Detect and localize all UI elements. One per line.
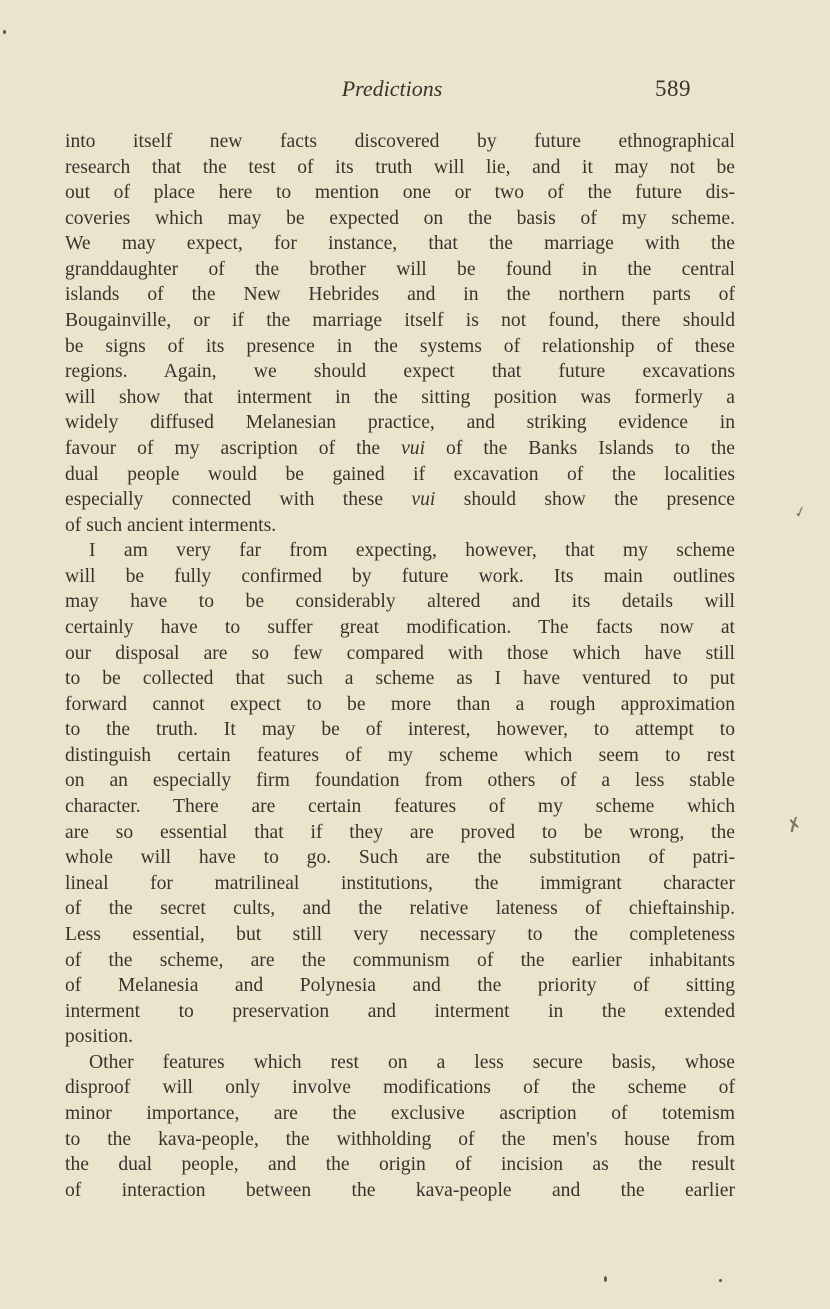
text-line: interment to preservation and interment in the extended — [65, 1000, 735, 1022]
chapter-title: Predictions — [341, 76, 443, 101]
text-line: may have to be considerably altered and its details will — [65, 591, 735, 613]
text-line: on an especially firm foundation from others of a less stable — [65, 770, 735, 792]
text-line: minor importance, are the exclusive ascription of totemism — [65, 1102, 735, 1124]
text-line: Less essential, but still very necessary to the completeness — [65, 923, 735, 945]
text-line: research that the test of its truth will lie, and it may not be — [65, 156, 735, 178]
text-line: favour of my ascription of the vui of the Banks Islands to the — [65, 437, 735, 459]
running-head — [0, 76, 830, 106]
text-line: Bougainville, or if the marriage itself is not found, there should — [65, 310, 735, 332]
text-line: distinguish certain features of my scheme which seem to rest — [65, 744, 735, 766]
text-line: disproof will only involve modifications of the scheme of — [65, 1077, 735, 1099]
text-line: out of place here to mention one or two of the future dis- — [65, 182, 735, 204]
text-line: of interaction between the kava-people and the earlier — [65, 1179, 735, 1201]
text-line: islands of the New Hebrides and in the northern parts of — [65, 284, 735, 306]
text-line: are so essential that if they are proved to be wrong, the — [65, 821, 735, 843]
text-line: will be fully confirmed by future work. Its main outlines — [65, 565, 735, 587]
text-line: character. There are certain features of my scheme which — [65, 796, 735, 818]
text-line: certainly have to suffer great modification. The facts now at — [65, 616, 735, 638]
text-line: I am very far from expecting, however, that my scheme — [89, 540, 735, 562]
text-line: to be collected that such a scheme as I have ventured to put — [65, 668, 735, 690]
text-line: dual people would be gained if excavation of the localities — [65, 463, 735, 485]
text-line: granddaughter of the brother will be found in the central — [65, 258, 735, 280]
text-line: into itself new facts discovered by future ethnographical — [65, 131, 735, 152]
text-line: coveries which may be expected on the basis of my scheme. — [65, 207, 735, 229]
text-line: widely diffused Melanesian practice, and striking evidence in — [65, 412, 735, 434]
text-line: lineal for matrilineal institutions, the immigrant character — [65, 872, 735, 894]
text-line: especially connected with these vui should show the presence — [65, 489, 735, 511]
text-line: to the kava-people, the withholding of the men's house from — [65, 1128, 735, 1150]
text-line: whole will have to go. Such are the substitution of patri- — [65, 847, 735, 869]
text-line: of the secret cults, and the relative lateness of chieftainship. — [65, 898, 735, 920]
text-line: regions. Again, we should expect that future excavations — [65, 361, 735, 383]
text-line: the dual people, and the origin of incision as the result — [65, 1154, 735, 1176]
text-line: of the scheme, are the communism of the earlier inhabitants — [65, 949, 735, 971]
text-line: to the truth. It may be of interest, however, to attempt to — [65, 719, 735, 741]
body-text — [65, 129, 735, 1203]
pencil-cross-mark: ✗ — [783, 813, 806, 838]
text-line: of Melanesia and Polynesia and the priority of sitting — [65, 975, 735, 997]
text-line: be signs of its presence in the systems of relationship of these — [65, 335, 735, 357]
text-line: of such ancient interments. — [65, 514, 277, 536]
text-line: position. — [65, 1026, 134, 1048]
page-number: 589 — [655, 76, 691, 101]
scan-speck — [3, 30, 6, 34]
scan-speck — [604, 1276, 607, 1282]
scan-speck — [719, 1279, 722, 1282]
italic-term: vui — [401, 437, 426, 459]
text-line: Other features which rest on a less secure basis, whose — [89, 1051, 735, 1073]
italic-term: vui — [411, 489, 436, 511]
text-line: forward cannot expect to be more than a rough approximation — [65, 693, 735, 715]
text-line: our disposal are so few compared with those which have still — [65, 642, 735, 664]
pencil-check-mark: ✓ — [791, 501, 809, 523]
text-line: We may expect, for instance, that the marriage with the — [65, 233, 735, 255]
text-line: will show that interment in the sitting position was formerly a — [65, 386, 735, 408]
